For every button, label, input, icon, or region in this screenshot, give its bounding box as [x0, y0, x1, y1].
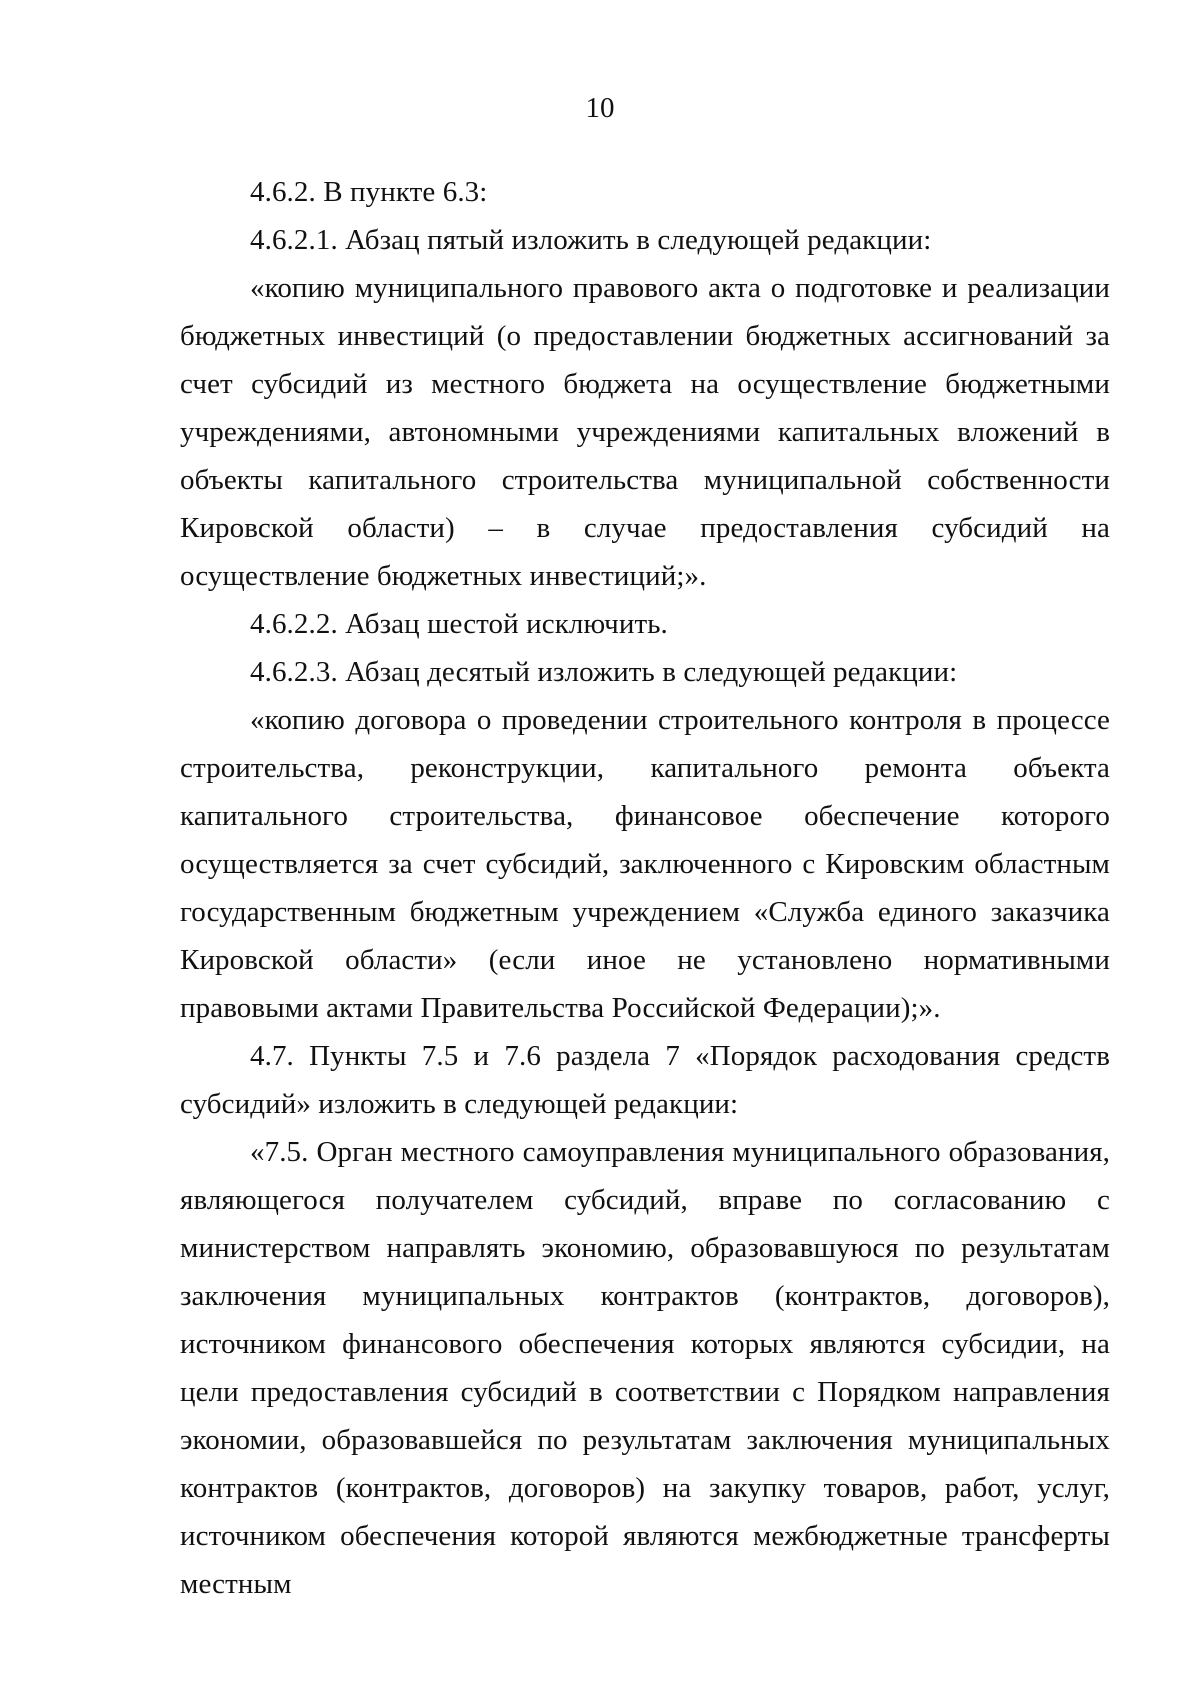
paragraph: 4.6.2.3. Абзац десятый изложить в следующей редакции: — [250, 656, 958, 688]
paragraph: «копию договора о проведении строительного контроля в процессе строительства, реконструкции, капитального ремонта объекта капитального строительства, финансовое обеспечение которого осуществляется за счет субсидий, заключенного с Кировским областным государственным бюджетным учреждением «Служба единого заказчика Кировской области» (если иное не установлено нормативными правовыми актами Правительства Российской Федерации);». — [180, 704, 1110, 1024]
document-body — [180, 168, 1110, 1608]
paragraph: 4.6.2. В пункте 6.3: — [250, 176, 488, 208]
paragraph: 4.7. Пункты 7.5 и 7.6 раздела 7 «Порядок расходования средств субсидий» изложить в следующей редакции: — [180, 1040, 1110, 1120]
page-number: 10 — [585, 92, 615, 124]
paragraph: 4.6.2.1. Абзац пятый изложить в следующей редакции: — [250, 224, 932, 256]
paragraph: 4.6.2.2. Абзац шестой исключить. — [250, 608, 668, 640]
paragraph: «7.5. Орган местного самоуправления муниципального образования, являющегося получателем субсидий, вправе по согласованию с министерством направлять экономию, образовавшуюся по результатам заключения муниципальных контрактов (контрактов, договоров), источником финансового обеспечения которых являются субсидии, на цели предоставления субсидий в соответствии с Порядком направления экономии, образовавшейся по результатам заключения муниципальных контрактов (контрактов, договоров) на закупку товаров, работ, услуг, источником обеспечения которой являются межбюджетные трансферты местным — [180, 1136, 1110, 1600]
paragraph: «копию муниципального правового акта о подготовке и реализации бюджетных инвестиций (о предоставлении бюджетных ассигнований за счет субсидий из местного бюджета на осуществление бюджетными учреждениями, автономными учреждениями капитальных вложений в объекты капитального строительства муниципальной собственности Кировской области) – в случае предоставления субсидий на осуществление бюджетных инвестиций;». — [180, 272, 1110, 592]
